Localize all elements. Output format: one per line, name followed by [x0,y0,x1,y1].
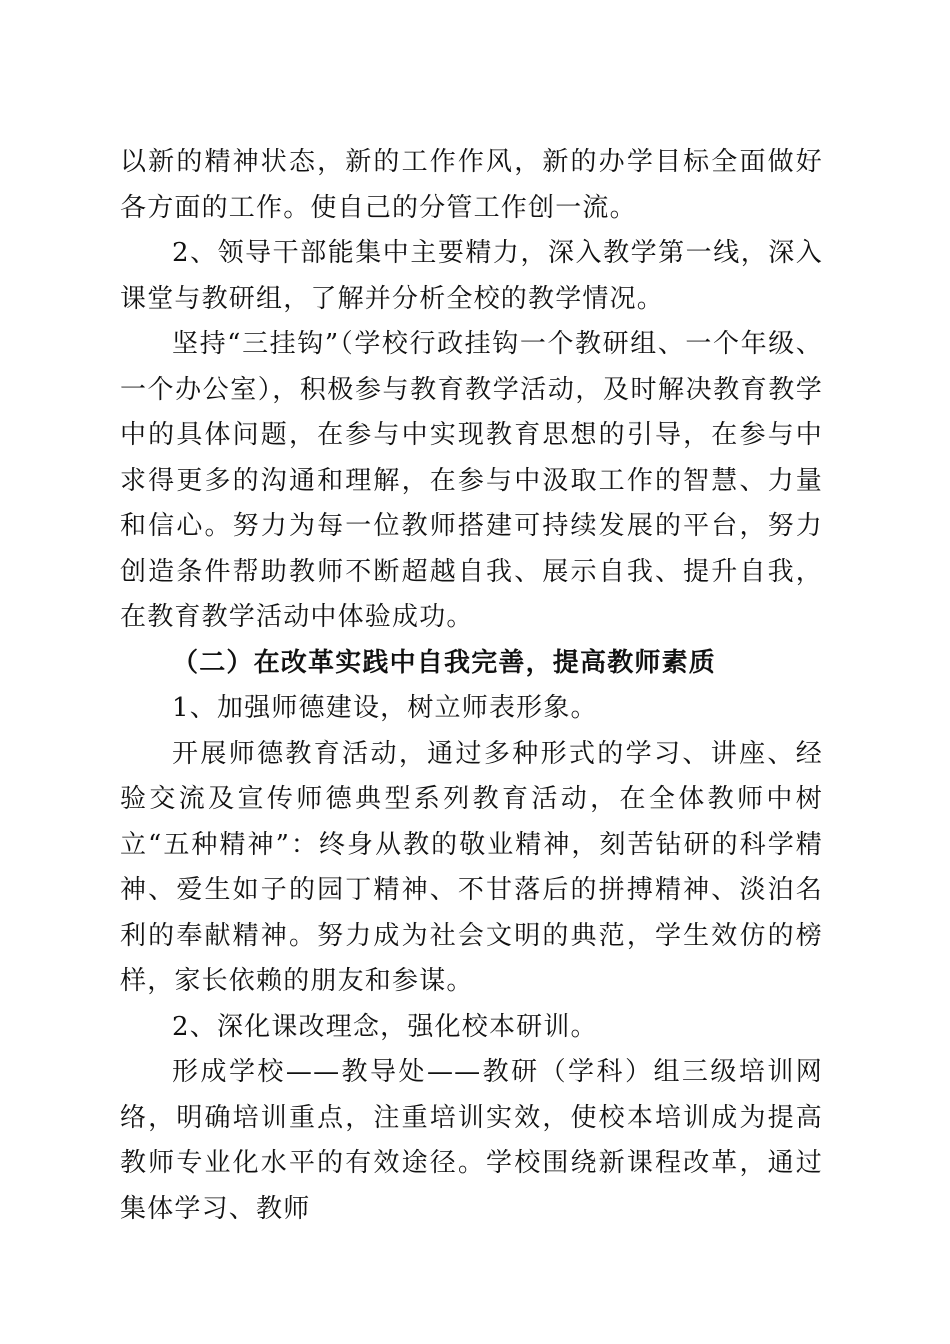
paragraph-training-network: 形成学校——教导处——教研（学科）组三级培训网络，明确培训重点，注重培训实效，使校本培训成为提高教师专业化水平的有效途径。学校围绕新课程改革，通过集体学习、教师 [120,1057,823,1224]
paragraph-three-links: 坚持“三挂钩”（学校行政挂钩一个教研组、一个年级、一个办公室），积极参与教育教学活动，及时解决教育教学中的具体问题，在参与中实现教育思想的引导，在参与中求得更多的沟通和理解，在参与中汲取工作的智慧、力量和信心。努力为每一位教师搭建可持续发展的平台，努力创造条件帮助教师不断超越自我、展示自我、提升自我，在教育教学活动中体验成功。 [120,329,823,632]
paragraph-item-2-reform: 2、深化课改理念，强化校本研训。 [172,1011,598,1042]
paragraph-ethics-activities: 开展师德教育活动，通过多种形式的学习、讲座、经验交流及宣传师德典型系列教育活动，在全体教师中树立“五种精神”：终身从教的敬业精神，刻苦钻研的科学精神、爱生如子的园丁精神、不甘落后的拼搏精神、淡泊名利的奉献精神。努力成为社会文明的典范，学生效仿的榜样，家长依赖的朋友和参谋。 [120,738,823,996]
document-body [120,140,823,1232]
paragraph-continuation: 以新的精神状态，新的工作作风，新的办学目标全面做好各方面的工作。使自己的分管工作创一流。 [120,147,823,223]
paragraph-item-2-leaders: 2、领导干部能集中主要精力，深入教学第一线，深入课堂与教研组，了解并分析全校的教学情况。 [120,238,823,314]
paragraph-item-1-ethics: 1、加强师德建设，树立师表形象。 [172,693,598,723]
section-heading-2: （二）在改革实践中自我完善，提高教师素质 [172,647,717,678]
